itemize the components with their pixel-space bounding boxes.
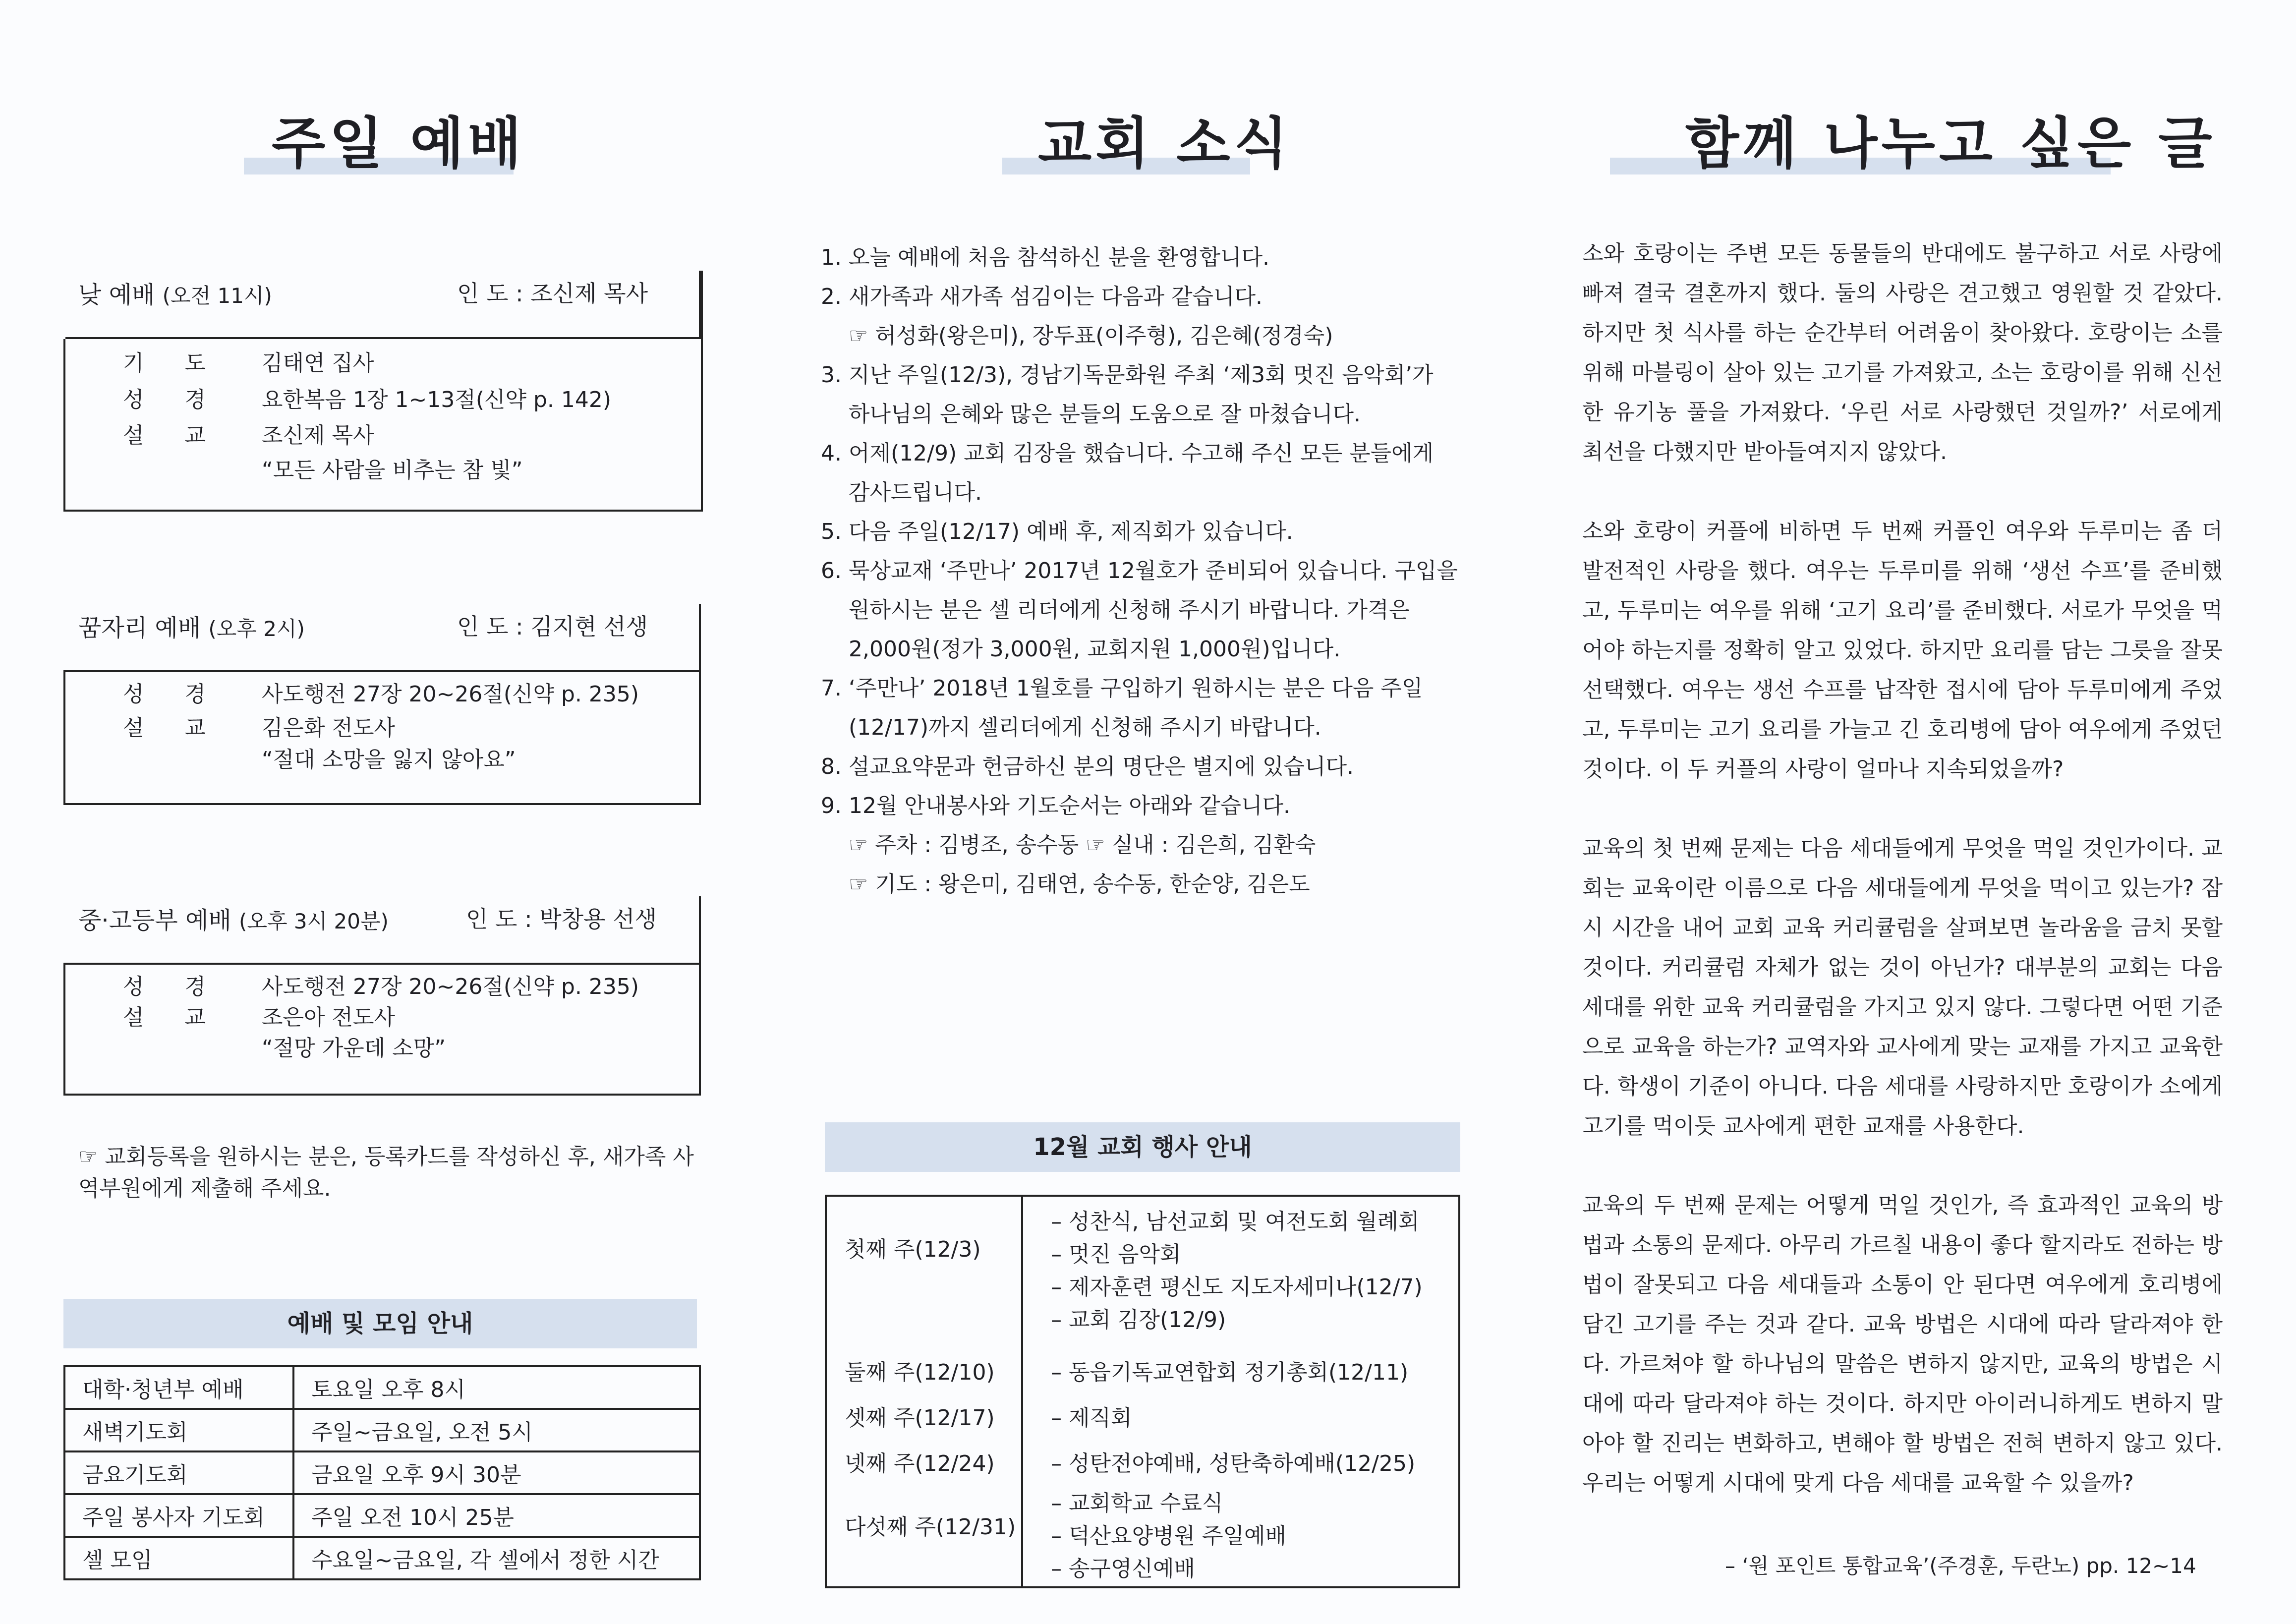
events-title: 12월 교회 행사 안내 <box>825 1122 1460 1172</box>
event-item: – 송구영신예배 <box>1051 1556 1196 1581</box>
service-leader: 인 도 : 김지현 선생 <box>457 613 648 640</box>
service-item: 기 도 <box>123 350 223 376</box>
meeting-name: 주일 봉사자 기도회 <box>64 1494 293 1537</box>
table-row <box>64 1494 700 1537</box>
meeting-time: 주일~금요일, 오전 5시 <box>293 1409 700 1451</box>
essay-paragraph: 교육의 첫 번째 문제는 다음 세대들에게 무엇을 먹일 것인가이다. 교회는 교육이란 이름으로 다음 세대들에게 무엇을 먹이고 있는가? 잠시 시간을 내어 교회 교육 커리큘럼을 살펴보면 놀라움을 금치 못할 것이다. 커리큘럼 자체가 없는 것이 아닌가? 대부분의 교회는 다음 세대를 위한 교육 커리큘럼을 가지고 있지 않다. 그렇다면 어떤 기준으로 교육을 하는가? 교역자와 교사에게 맞는 교재를 가지고 교육한다. 학생이 기준이 아니다. 다음 세대를 사랑하지만 호랑이가 소에게 고기를 먹이듯 교사에게 편한 교재를 사용한다. <box>1582 836 2223 1139</box>
news-item: 9. 12월 안내봉사와 기도순서는 아래와 같습니다. <box>821 793 1290 818</box>
meeting-time: 토요일 오후 8시 <box>293 1366 700 1409</box>
event-item: – 성찬식, 남선교회 및 여전도회 월례회 <box>1051 1209 1420 1234</box>
service-item-value: 조신제 목사 <box>262 423 374 448</box>
news-item: 6. 묵상교재 ‘주만나’ 2017년 12월호가 준비되어 있습니다. 구입을 <box>821 558 1458 583</box>
divider <box>1021 1197 1023 1586</box>
service-item-value: 사도행전 27장 20~26절(신약 p. 235) <box>262 682 639 707</box>
news-item: 4. 어제(12/9) 교회 김장을 했습니다. 수고해 주신 모든 분들에게 <box>821 441 1434 466</box>
sermon-title: “모든 사람을 비추는 참 빛” <box>262 458 523 483</box>
essay-paragraph: 소와 호랑이는 주변 모든 동물들의 반대에도 불구하고 서로 사랑에 빠져 결국 결혼까지 했다. 둘의 사랑은 견고했고 영원할 것 같았다. 하지만 첫 식사를 하는 순간부터 어려움이 찾아왔다. 호랑이는 소를 위해 마블링이 살아 있는 고기를 가져왔고, 소는 호랑이를 위해 신선한 유기농 풀을 가져왔다. ‘우린 서로 사랑했던 것일까?’ 서로에게 최선을 다했지만 받아들여지지 않았다. <box>1582 241 2223 464</box>
service-item: 성 경 <box>123 682 223 707</box>
news-item-cont: 하나님의 은혜와 많은 분들의 도움으로 잘 마쳤습니다. <box>849 402 1361 427</box>
worship-title: 주일 예배 <box>272 112 525 176</box>
essay-paragraph: 교육의 두 번째 문제는 어떻게 먹일 것인가, 즉 효과적인 교육의 방법과 소통의 문제다. 아무리 가르칠 내용이 좋다 할지라도 전하는 방법이 잘못되고 다음 세대들과 소통이 안 된다면 여우에게 호리병에 담긴 고기를 주는 것과 같다. 교육 방법은 시대에 따라 달라져야 한다. 가르쳐야 할 하나님의 말씀은 변하지 않지만, 교육의 방법은 시대에 따라 달라져야 하는 것이다. 하지만 아이러니하게도 변하지 말아야 할 진리는 변화하고, 변해야 할 방법은 전혀 변하지 않고 있다. 우리는 어떻게 시대에 맞게 다음 세대를 교육할 수 있을까? <box>1582 1193 2223 1496</box>
events-box <box>825 1195 1460 1588</box>
service-item-value: 요한복음 1장 1~13절(신약 p. 142) <box>262 387 612 412</box>
divider <box>63 337 701 339</box>
event-week: 넷째 주(12/24) <box>845 1451 995 1476</box>
news-subitem: ☞ 허성화(왕은미), 장두표(이주형), 김은혜(정경숙) <box>849 323 1333 348</box>
service-leader: 인 도 : 박창용 선생 <box>466 906 657 932</box>
divider <box>699 896 701 965</box>
news-subitem: ☞ 기도 : 왕은미, 김태연, 송수동, 한순양, 김은도 <box>849 871 1310 897</box>
meeting-name: 금요기도회 <box>64 1451 293 1494</box>
service-name: 중·고등부 예배 (오후 3시 20분) <box>78 907 389 934</box>
service-item-value: 김은화 전도사 <box>262 715 396 741</box>
meeting-time: 수요일~금요일, 각 셀에서 정한 시간 <box>293 1537 700 1579</box>
event-week: 첫째 주(12/3) <box>845 1237 981 1262</box>
meetings-title: 예배 및 모임 안내 <box>63 1299 697 1348</box>
event-item: – 성탄전야예배, 성탄축하예배(12/25) <box>1051 1451 1416 1476</box>
news-title: 교회 소식 <box>1038 112 1292 176</box>
event-item: – 교회 김장(12/9) <box>1051 1307 1226 1333</box>
news-item-cont: 원하시는 분은 셀 리더에게 신청해 주시기 바랍니다. 가격은 <box>849 597 1410 623</box>
service-item: 설 교 <box>123 423 223 448</box>
event-week: 셋째 주(12/17) <box>845 1405 995 1431</box>
meeting-name: 대학·청년부 예배 <box>64 1366 293 1409</box>
registration-note: ☞ 교회등록을 원하시는 분은, 등록카드를 작성하신 후, 새가족 사역부원에게 제출해 주세요. <box>78 1144 694 1201</box>
news-item: 2. 새가족과 새가족 섬김이는 다음과 같습니다. <box>821 284 1263 309</box>
news-item: 3. 지난 주일(12/3), 경남기독문화원 주최 ‘제3회 멋진 음악회’가 <box>821 362 1434 388</box>
event-item: – 멋진 음악회 <box>1051 1242 1181 1267</box>
service-item: 성 경 <box>123 974 223 999</box>
essay-citation: – ‘원 포인트 통합교육’(주경훈, 두란노) pp. 12~14 <box>1725 1554 2196 1578</box>
service-name: 꿈자리 예배 (오후 2시) <box>78 614 305 642</box>
event-week: 다섯째 주(12/31) <box>845 1514 1016 1540</box>
table-row <box>64 1451 700 1494</box>
service-item-value: 김태연 집사 <box>262 350 374 376</box>
meeting-name: 셀 모임 <box>64 1537 293 1579</box>
service-item: 설 교 <box>123 1005 223 1030</box>
essay-paragraph: 소와 호랑이 커플에 비하면 두 번째 커플인 여우와 두루미는 좀 더 발전적인 사랑을 했다. 여우는 두루미를 위해 ‘생선 수프’를 준비했고, 두루미는 여우를 위해 ‘고기 요리’를 준비했다. 서로가 무엇을 먹어야 하는지를 정확히 알고 있었다. 하지만 요리를 담는 그릇을 잘못 선택했다. 여우는 생선 수프를 납작한 접시에 담아 두루미에게 주었고, 두루미는 고기 요리를 가늘고 긴 호리병에 담아 여우에게 주었던 것이다. 이 두 커플의 사랑이 얼마나 지속되었을까? <box>1582 519 2223 782</box>
news-item: 7. ‘주만나’ 2018년 1월호를 구입하기 원하시는 분은 다음 주일 <box>821 676 1423 701</box>
service-item-value: 조은아 전도사 <box>262 1005 396 1030</box>
service-item: 설 교 <box>123 715 223 741</box>
news-item-cont: 감사드립니다. <box>849 480 982 505</box>
event-item: – 덕산요양병원 주일예배 <box>1051 1523 1287 1549</box>
event-item: – 교회학교 수료식 <box>1051 1491 1223 1516</box>
event-item: – 제직회 <box>1051 1405 1132 1431</box>
service-name: 낮 예배 (오전 11시) <box>78 281 272 309</box>
event-item: – 동읍기독교연합회 정기총회(12/11) <box>1051 1360 1409 1385</box>
service-leader: 인 도 : 조신제 목사 <box>457 280 648 307</box>
table-row <box>64 1366 700 1409</box>
meetings-table <box>63 1365 701 1580</box>
news-item: 8. 설교요약문과 헌금하신 분의 명단은 별지에 있습니다. <box>821 754 1354 779</box>
meeting-time: 주일 오전 10시 25분 <box>293 1494 700 1537</box>
event-item: – 제자훈련 평신도 지도자세미나(12/7) <box>1051 1275 1423 1300</box>
news-list <box>821 238 1465 904</box>
divider <box>63 271 65 339</box>
table-row <box>64 1409 700 1451</box>
meeting-name: 새벽기도회 <box>64 1409 293 1451</box>
service-item: 성 경 <box>123 387 223 412</box>
table-row <box>64 1537 700 1579</box>
essay-title: 함께 나누고 싶은 글 <box>1685 112 2216 176</box>
divider <box>699 271 701 339</box>
meeting-time: 금요일 오후 9시 30분 <box>293 1451 700 1494</box>
news-item: 1. 오늘 예배에 처음 참석하신 분을 환영합니다. <box>821 245 1269 270</box>
news-item-cont: (12/17)까지 셀리더에게 신청해 주시기 바랍니다. <box>849 715 1321 740</box>
event-week: 둘째 주(12/10) <box>845 1360 995 1385</box>
news-subitem: ☞ 주차 : 김병조, 송수동 ☞ 실내 : 김은희, 김환숙 <box>849 832 1316 858</box>
divider <box>699 604 701 672</box>
service-item-value: 사도행전 27장 20~26절(신약 p. 235) <box>262 974 639 999</box>
news-item-cont: 2,000원(정가 3,000원, 교회지원 1,000원)입니다. <box>849 637 1341 662</box>
sermon-title: “절망 가운데 소망” <box>262 1036 446 1061</box>
sermon-title: “절대 소망을 잃지 않아요” <box>262 747 516 772</box>
essay-body <box>1582 234 2223 1543</box>
news-item: 5. 다음 주일(12/17) 예배 후, 제직회가 있습니다. <box>821 519 1293 544</box>
